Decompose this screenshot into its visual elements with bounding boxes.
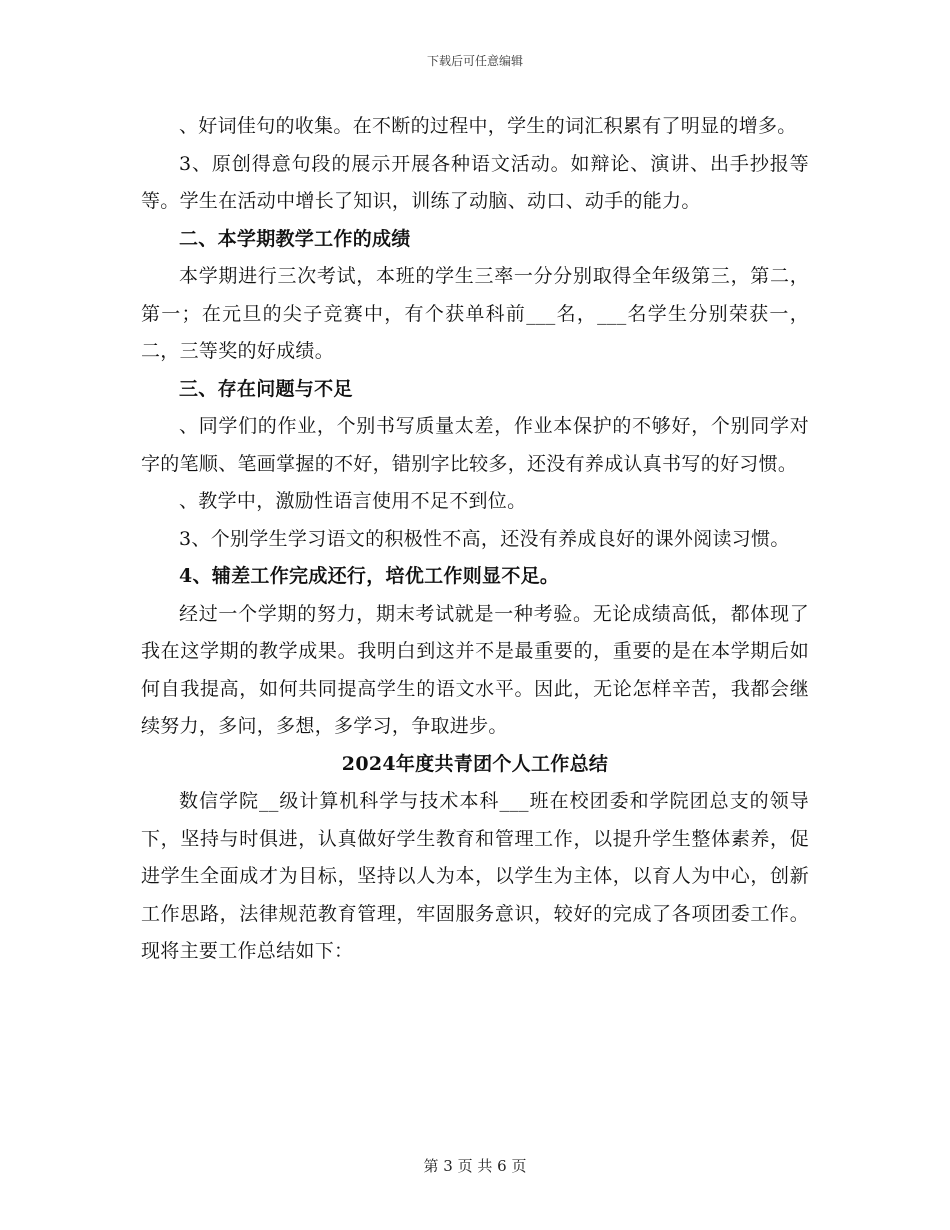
- paragraph-reading-habits: 3、个别学生学习语文的积极性不高，还没有养成良好的课外阅读习惯。: [179, 527, 790, 550]
- section-heading-problems: 三、存在问题与不足: [179, 377, 353, 400]
- paragraph-vocabulary: 、好词佳句的收集。在不断的过程中，学生的词汇积累有了明显的增多。: [179, 115, 797, 137]
- document-title: 2024年度共青团个人工作总结: [341, 752, 609, 775]
- paragraph-introduction: 数信学院__级计算机科学与技术本科___班在校团委和学院团总支的领导下，坚持与时俱进，认真做好学生教育和管理工作，以提升学生整体素养，促进学生全面成才为目标，坚持以人为本，以学生为主体，以育人为中心，创新工作思路，法律规范教育管理，牢固服务意识，较好的完成了各项团委工作。现将主要工作总结如下：: [141, 790, 809, 962]
- paragraph-teaching-language: 、教学中，激励性语言使用不足不到位。: [179, 490, 527, 512]
- page-footer: 第 3 页 共 6 页: [423, 1157, 527, 1175]
- paragraph-achievements: 本学期进行三次考试，本班的学生三率一分分别取得全年级第三，第二，第一；在元旦的尖子竞赛中，有个获单科前___名，___名学生分别荣获一，二，三等奖的好成绩。: [141, 265, 809, 362]
- section-heading-tutoring: 4、辅差工作完成还行，培优工作则显不足。: [179, 565, 560, 587]
- paragraph-conclusion: 经过一个学期的努力，期末考试就是一种考验。无论成绩高低，都体现了我在这学期的教学成果。我明白到这并不是最重要的，重要的是在本学期后如何自我提高，如何共同提高学生的语文水平。因此，无论怎样辛苦，我都会继续努力，多问，多想，多学习，争取进步。: [141, 602, 809, 737]
- page-header: 下载后可任意编辑: [426, 54, 523, 68]
- section-heading-achievements: 二、本学期教学工作的成绩: [179, 227, 411, 250]
- paragraph-homework: 、同学们的作业，个别书写质量太差，作业本保护的不够好，个别同学对字的笔顺、笔画掌握的不好，错别字比较多，还没有养成认真书写的好习惯。: [141, 415, 809, 475]
- document-body: [141, 108, 809, 971]
- paragraph-activities: 3、原创得意句段的展示开展各种语文活动。如辩论、演讲、出手抄报等等。学生在活动中增长了知识，训练了动脑、动口、动手的能力。: [141, 152, 809, 212]
